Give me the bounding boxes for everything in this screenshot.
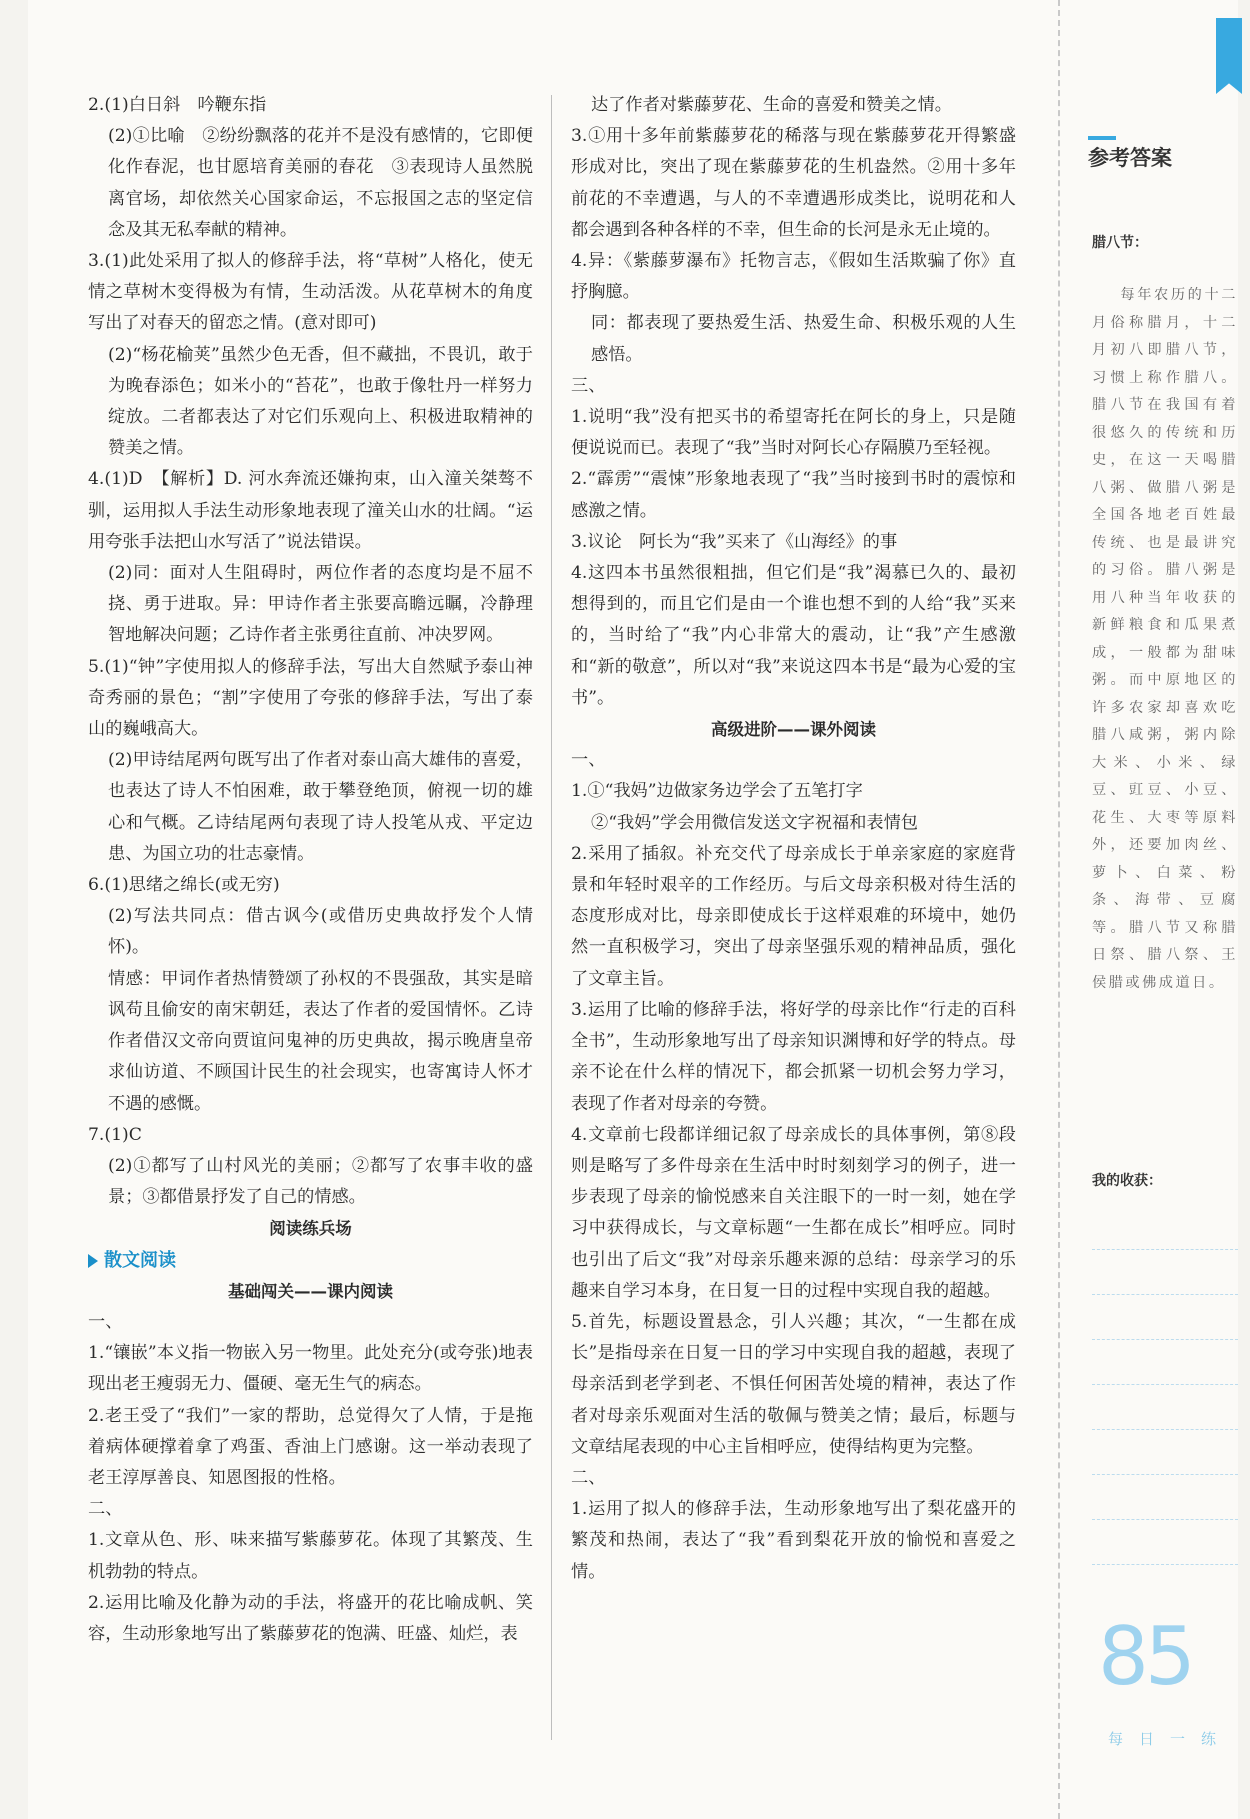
answer-item: (2)①比喻 ②纷纷飘落的花并不是没有感情的，它即便化作春泥，也甘愿培育美丽的春花 ③表现诗人虽然脱离官场，却依然关心国家命运，不忘报国之志的坚定信念及其无私奉献的精神。 bbox=[108, 126, 533, 240]
answer-item: 3.运用了比喻的修辞手法，将好学的母亲比作“行走的百科全书”，生动形象地写出了母亲知识渊博和好学的特点。母亲不论在什么样的情况下，都会抓紧一切机会努力学习，表现了作者对母亲的夸赞。 bbox=[571, 999, 1016, 1114]
answer-item: 一、 bbox=[88, 1311, 123, 1332]
footer-label: 每日一练 bbox=[1108, 1730, 1233, 1748]
bookmark-tab-icon bbox=[1216, 18, 1242, 94]
answer-item: 2.(1)白日斜 吟鞭东指 bbox=[88, 95, 267, 115]
page-number: 85 bbox=[1098, 1610, 1192, 1703]
answer-item: 情感：甲词作者热情赞颂了孙权的不畏强敌，其实是暗讽苟且偷安的南宋朝廷，表达了作者的爱国情怀。乙诗作者借汉文帝向贾谊问鬼神的历史典故，揭示晚唐皇帝求仙访道、不顾国计民生的社会现实，也寄寓诗人怀才不遇的感慨。 bbox=[108, 968, 533, 1114]
middle-column bbox=[571, 90, 1016, 1588]
answer-item: 3.①用十多年前紫藤萝花的稀落与现在紫藤萝花开得繁盛形成对比，突出了现在紫藤萝花的生机盎然。②用十多年前花的不幸遭遇，与人的不幸遭遇形成类比，说明花和人都会遇到各种各样的不幸，但生命的长河是永无止境的。 bbox=[571, 126, 1016, 240]
left-column bbox=[88, 90, 533, 1650]
answer-item: 1.文章从色、形、味来描写紫藤萝花。体现了其繁茂、生机勃勃的特点。 bbox=[88, 1530, 533, 1582]
answer-item: 4.异：《紫藤萝瀑布》托物言志，《假如生活欺骗了你》直抒胸臆。 bbox=[571, 251, 1016, 303]
title-accent-bar bbox=[1088, 136, 1116, 140]
subheading-basic: 基础闯关——课内阅读 bbox=[228, 1281, 393, 1301]
answer-page bbox=[28, 0, 1238, 1819]
answer-item: 3.(1)此处采用了拟人的修辞手法，将“草树”人格化，使无情之草树木变得极为有情，生动活泼。从花草树木的角度写出了对春天的留恋之情。(意对即可) bbox=[88, 251, 533, 334]
answer-item: (2)“杨花榆荚”虽然少色无香，但不藏拙，不畏讥，敢于为晚春添色；如米小的“苔花”，也敢于像牡丹一样努力绽放。二者都表达了对它们乐观向上、积极进取精神的赞美之情。 bbox=[108, 344, 533, 459]
section-label bbox=[88, 1245, 533, 1276]
festival-text: 每年农历的十二月俗称腊月，十二月初八即腊八节，习惯上称作腊八。腊八节在我国有着很悠久的传统和历史，在这一天喝腊八粥、做腊八粥是全国各地老百姓最传统、也是最讲究的习俗。腊八粥是用八种当年收获的新鲜粮食和瓜果煮成，一般都为甜味粥。而中原地区的许多农家却喜欢吃腊八咸粥，粥内除大米、小米、绿豆、豇豆、小豆、花生、大枣等原料外，还要加肉丝、萝卜、白菜、粉条、海带、豆腐等。腊八节又称腊日祭、腊八祭、王侯腊或佛成道日。 bbox=[1092, 287, 1238, 991]
answer-item: 1.运用了拟人的修辞手法，生动形象地写出了梨花盛开的繁茂和热闹，表达了“我”看到梨花开放的愉悦和喜爱之情。 bbox=[571, 1499, 1016, 1582]
notes-lines bbox=[1092, 1205, 1238, 1565]
answer-item: 二、 bbox=[88, 1499, 123, 1520]
answer-item: 三、 bbox=[571, 375, 606, 396]
column-divider bbox=[551, 95, 552, 1740]
answer-item: 二、 bbox=[571, 1467, 606, 1488]
triangle-icon bbox=[88, 1254, 98, 1268]
answer-item: 1.说明“我”没有把买书的希望寄托在阿长的身上，只是随便说说而已。表现了“我”当时对阿长心存隔膜乃至轻视。 bbox=[571, 407, 1016, 459]
subheading-advanced: 高级进阶——课外阅读 bbox=[711, 720, 876, 740]
sidebar bbox=[1078, 0, 1250, 1819]
answer-item: (2)同：面对人生阻碍时，两位作者的态度均是不屈不挠、勇于进取。异：甲诗作者主张要高瞻远瞩，冷静理智地解决问题；乙诗作者主张勇往直前、冲决罗网。 bbox=[108, 563, 533, 646]
answer-item: 2.“霹雳”“震悚”形象地表现了“我”当时接到书时的震惊和感激之情。 bbox=[571, 469, 1016, 521]
answer-item: 7.(1)C bbox=[88, 1124, 142, 1145]
answer-item: 5.(1)“钟”字使用拟人的修辞手法，写出大自然赋予泰山神奇秀丽的景色；“割”字使用了夸张的修辞手法，写出了泰山的巍峨高大。 bbox=[88, 656, 533, 740]
sidebar-title: 参考答案 bbox=[1088, 146, 1172, 170]
answer-item: 3.议论 阿长为“我”买来了《山海经》的事 bbox=[571, 531, 898, 552]
answer-item: 4.(1)D 【解析】D. 河水奔流还嫌拘束，山入潼关桀骜不驯，运用拟人手法生动形象地表现了潼关山水的壮阔。“运用夸张手法把山水写活了”说法错误。 bbox=[88, 469, 533, 552]
answer-item: (2)①都写了山村风光的美丽；②都写了农事丰收的盛景；③都借景抒发了自己的情感。 bbox=[108, 1155, 533, 1208]
section-heading: 阅读练兵场 bbox=[269, 1219, 352, 1239]
answer-item: (2)甲诗结尾两句既写出了作者对泰山高大雄伟的喜爱，也表达了诗人不怕困难，敢于攀登绝顶，俯视一切的雄心和气概。乙诗结尾两句表现了诗人投笔从戎、平定边患、为国立功的壮志豪情。 bbox=[108, 750, 533, 864]
harvest-heading: 我的收获： bbox=[1092, 1173, 1162, 1189]
answer-item: 同：都表现了要热爱生活、热爱生命、积极乐观的人生感悟。 bbox=[591, 313, 1016, 365]
answer-item: 2.采用了插叙。补充交代了母亲成长于单亲家庭的家庭背景和年轻时艰辛的工作经历。与后文母亲积极对待生活的态度形成对比，母亲即使成长于这样艰难的环境中，她仍然一直积极学习，突出了母亲坚强乐观的精神品质，强化了文章主旨。 bbox=[571, 843, 1016, 989]
festival-heading: 腊八节： bbox=[1092, 235, 1148, 251]
answer-item: 2.老王受了“我们”一家的帮助，总觉得欠了人情，于是拖着病体硬撑着拿了鸡蛋、香油上门感谢。这一举动表现了老王淳厚善良、知恩图报的性格。 bbox=[88, 1405, 533, 1488]
answer-item: ②“我妈”学会用微信发送文字祝福和表情包 bbox=[591, 812, 918, 833]
answer-item: 2.运用比喻及化静为动的手法，将盛开的花比喻成帆、笑容，生动形象地写出了紫藤萝花的饱满、旺盛、灿烂，表 bbox=[88, 1592, 533, 1644]
answer-item: 1.①“我妈”边做家务边学会了五笔打字 bbox=[571, 781, 863, 802]
answer-item: 6.(1)思绪之绵长(或无穷) bbox=[88, 875, 280, 896]
section-label-text: 散文阅读 bbox=[104, 1249, 176, 1271]
answer-item: 5.首先，标题设置悬念，引人兴趣；其次，“一生都在成长”是指母亲在日复一日的学习中实现自我的超越，表现了母亲活到老学到老、不惧任何困苦处境的精神，表达了作者对母亲乐观面对生活的敬佩与赞美之情；最后，标题与文章结尾表现的中心主旨相呼应，使得结构更为完整。 bbox=[571, 1311, 1016, 1457]
answer-item: 4.这四本书虽然很粗拙，但它们是“我”渴慕已久的、最初想得到的，而且它们是由一个谁也想不到的人给“我”买来的，当时给了“我”内心非常大的震动，让“我”产生感激和“新的敬意”，所以对“我”来说这四本书是“最为心爱的宝书”。 bbox=[571, 563, 1016, 708]
answer-item: 1.“镶嵌”本义指一物嵌入另一物里。此处充分(或夸张)地表现出老王瘦弱无力、僵硬、毫无生气的病态。 bbox=[88, 1343, 533, 1395]
answer-item: 达了作者对紫藤萝花、生命的喜爱和赞美之情。 bbox=[591, 95, 952, 115]
answer-item: (2)写法共同点：借古讽今(或借历史典故抒发个人情怀)。 bbox=[108, 906, 533, 958]
answer-item: 一、 bbox=[571, 750, 606, 771]
sidebar-divider bbox=[1058, 0, 1060, 1819]
answer-item: 4.文章前七段都详细记叙了母亲成长的具体事例，第⑧段则是略写了多件母亲在生活中时时刻刻学习的例子，进一步表现了母亲的愉悦感来自关注眼下的一时一刻，她在学习中获得成长，与文章标题“一生都在成长”相呼应。同时也引出了后文“我”对母亲乐趣来源的总结：母亲学习的乐趣来自学习本身，在日复一日的过程中实现自我的超越。 bbox=[571, 1124, 1016, 1301]
